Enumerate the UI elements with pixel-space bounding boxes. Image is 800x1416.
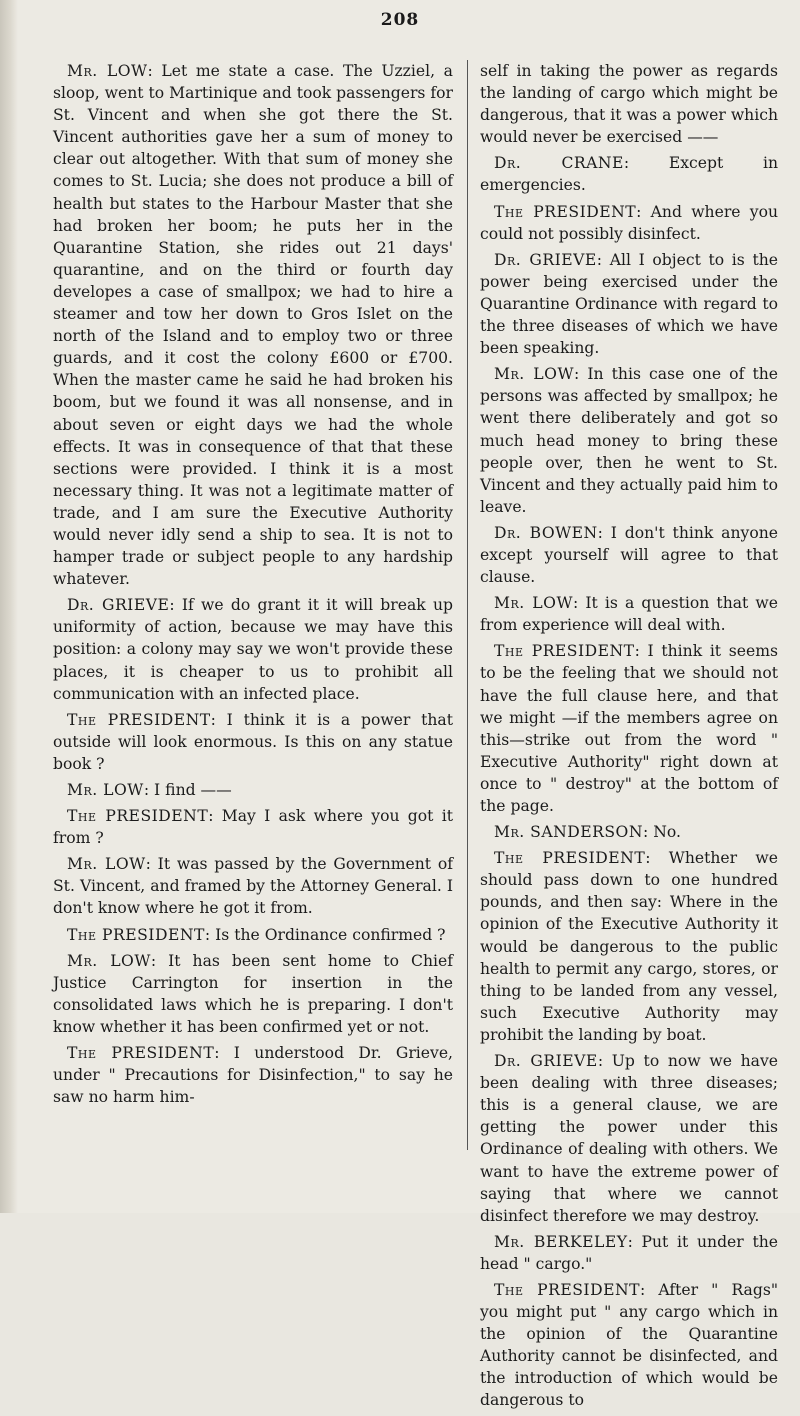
speaker-name: Mr. LOW [67,62,148,80]
speaker-name: The PRESIDENT [67,710,211,729]
speech-text: : Put it under the head " cargo." [480,1232,778,1273]
speech-text: : No. [643,823,681,842]
speech-text: : I think it seems to be the feeling that we should not have the full clause here, and that we might —if the members agree on this—strike out from the word " Executive Authority" right down at once to " destroy" at the bottom of the page. [480,642,778,815]
speaker-name: The PRESIDENT [67,925,205,944]
speech-paragraph [53,594,453,704]
speech-paragraph [480,522,778,588]
speech-paragraph [53,950,453,1038]
speech-paragraph [480,363,778,518]
continuation-paragraph: self in taking the power as regards the landing of cargo which might be dangerous, that it was a power which would never be exercised —— [480,62,778,147]
speech-paragraph [480,592,778,636]
speech-paragraph [480,640,778,817]
speech-text: : I find —— [143,781,232,799]
speaker-name: Mr. LOW [494,594,573,613]
speech-text: : In this case one of the persons was affected by smallpox; he went there deliberately and got so much head money to bring these people over, then he went to St. Vincent and they actually paid him to leave. [480,365,778,516]
speech-paragraph [53,709,453,775]
right-column [480,60,778,1416]
page-number: 208 [380,10,420,30]
speaker-name: The PRESIDENT [494,202,637,221]
speaker-name: Dr. GRIEVE [67,596,170,615]
speech-text: : I don't think anyone except yourself will agree to that clause. [480,523,778,587]
speech-paragraph [480,847,778,1046]
speaker-name: The PRESIDENT [494,1280,641,1299]
speech-text: : Up to now we have been dealing with three diseases; this is a general clause, we are getting the power under this Ordinance of dealing with others. We want to have the extreme power of saying that where we cannot disinfect therefore we may destroy. [480,1052,778,1225]
speech-paragraph [480,249,778,359]
speech-text: : After " Rags" you might put " any cargo which in the opinion of the Quarantine Authority cannot be disinfected, and the introduction of which would be dangerous to [480,1280,778,1410]
speech-text: : It is a question that we from experience will deal with. [480,594,778,635]
speaker-name: Dr. GRIEVE [494,250,597,269]
speech-text: : And where you could not possibly disinfect. [480,202,779,243]
speech-text: : It was passed by the Government of St. Vincent, and framed by the Attorney General. I don't know where he got it from. [53,855,453,918]
speech-text: : All I object to is the power being exercised under the Quarantine Ordinance with regard to the three diseases of which we have been speaking. [480,250,778,358]
speech-paragraph [480,821,778,843]
speech-paragraph [53,1042,453,1108]
speaker-name: Mr. LOW [494,365,574,384]
speaker-name: The PRESIDENT [67,1044,215,1063]
speech-paragraph [480,1279,778,1412]
speech-paragraph [480,201,778,245]
speech-paragraph [53,60,453,590]
column-divider [467,60,468,1150]
speech-text: : Whether we should pass down to one hundred pounds, and then say: Where in the opinion of the Executive Authority it would be dangerous to the public health to permit any cargo, stores, or thing to be landed from any vessel, such Executive Authority may prohibit the landing by boat. [480,849,778,1044]
speech-paragraph [53,853,453,919]
speaker-name: Dr. CRANE [494,154,624,173]
speech-paragraph [53,924,453,946]
speech-text: : It has been sent home to Chief Justice Carrington for insertion in the consolidated laws which he is preparing. I don't know whether it has been confirmed yet or not. [53,951,453,1036]
speaker-name: Dr. GRIEVE [494,1052,598,1071]
speaker-name: Mr. BERKELEY [494,1232,628,1251]
speaker-name: The PRESIDENT [494,642,635,661]
speech-paragraph [480,152,778,196]
speech-paragraph [53,779,453,801]
speaker-name: The PRESIDENT [494,849,646,868]
speech-paragraph [53,805,453,849]
speech-text: : I think it is a power that outside will look enormous. Is this on any statue book ? [53,710,453,773]
speaker-name: Mr. LOW [67,855,146,874]
speaker-name: Mr. LOW [67,951,151,970]
speech-text: : Except in emergencies. [480,154,778,195]
speaker-name: Mr. LOW [67,781,144,799]
speaker-name: Mr. SANDERSON [494,823,643,842]
speech-text: : Let me state a case. The Uzziel, a sloop, went to Martinique and took passengers for St. Vincent and when she got there the St. Vincent authorities gave her a sum of money to clear out altogether. With that sum of money she comes to St. Lucia; she does not produce a bill of health but states to the Harbour Master that she had broken her boom; he puts her in the Quarantine Station, she rides out 21 days' quarantine, and on the third or fourth day developes a case of smallpox; we had to hire a steamer and tow her down to Gros Islet on the north of the Island and to employ two or three guards, and it cost the colony £600 or £700. When the master came he said he had broken his boom, but we found it was all nonsense, and in about seven or eight days we had the whole effects. It was in consequence of that that these sections were provided. I think it is a most necessary thing. It was not a legitimate matter of trade, and I am sure the Executive Authority would never idly send a ship to sea. It is not to hamper trade or subject people to any hardship whatever. [53,62,453,589]
speech-text: : May I ask where you got it from ? [53,807,453,848]
left-column [53,60,453,1112]
speech-paragraph [480,1231,778,1275]
page-gutter [0,0,18,1213]
speech-text: : Is the Ordinance confirmed ? [204,925,446,944]
speech-text: : I understood Dr. Grieve, under " Precautions for Disinfection," to say he saw no harm him- [53,1044,453,1107]
speech-text: : If we do grant it it will break up uniformity of action, because we may have this position: a colony may say we won't provide these places, it is cheaper to us to prohibit all communication with an infected place. [53,596,453,703]
speech-paragraph [480,1050,778,1227]
speaker-name: Dr. BOWEN [494,523,598,542]
speaker-name: The PRESIDENT [67,807,209,826]
